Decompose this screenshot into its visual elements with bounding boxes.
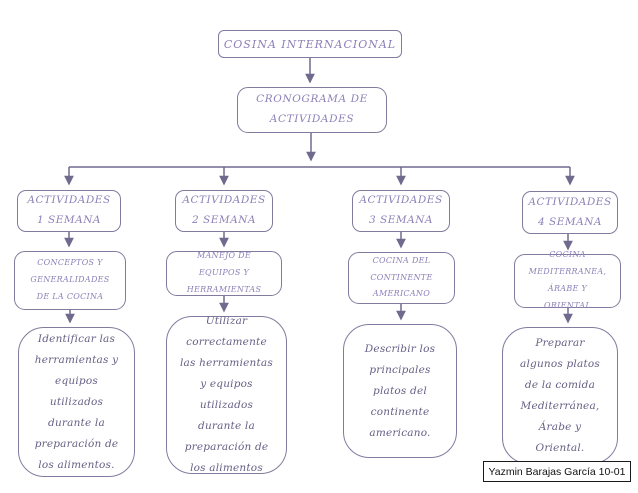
- topic-1-box: CONCEPTOS Y GENERALIDADES DE LA COCINA: [14, 251, 126, 310]
- topic-2-box: MANEJO DE EQUIPOS Y HERRAMIENTAS: [166, 251, 282, 296]
- objective-3-box: Describir los principales platos del continente americano.: [343, 324, 457, 458]
- objective-2-box: Utilizar correctamente las herramientas y equipos utilizados durante la preparación de los alimentos: [166, 316, 287, 474]
- title-box: COSINA INTERNACIONAL: [218, 30, 402, 58]
- topic-3-box: COCINA DEL CONTINENTE AMERICANO: [348, 252, 455, 304]
- week-4-box: ACTIVIDADES 4 SEMANA: [522, 191, 618, 234]
- week-1-box: ACTIVIDADES 1 SEMANA: [17, 190, 121, 232]
- subtitle-box: CRONOGRAMA DE ACTIVIDADES: [237, 87, 387, 133]
- topic-4-box: COCINA MEDITERRANEA, ÁRABE Y ORIENTAL: [514, 254, 621, 308]
- objective-1-box: Identificar las herramientas y equipos utilizados durante la preparación de los alimentos.: [18, 327, 135, 477]
- week-2-box: ACTIVIDADES 2 SEMANA: [175, 190, 273, 232]
- week-3-box: ACTIVIDADES 3 SEMANA: [352, 190, 450, 232]
- objective-4-box: Preparar algunos platos de la comida Mediterránea, Árabe y Oriental.: [502, 327, 618, 464]
- signature-box: Yazmin Barajas García 10-01: [483, 461, 631, 482]
